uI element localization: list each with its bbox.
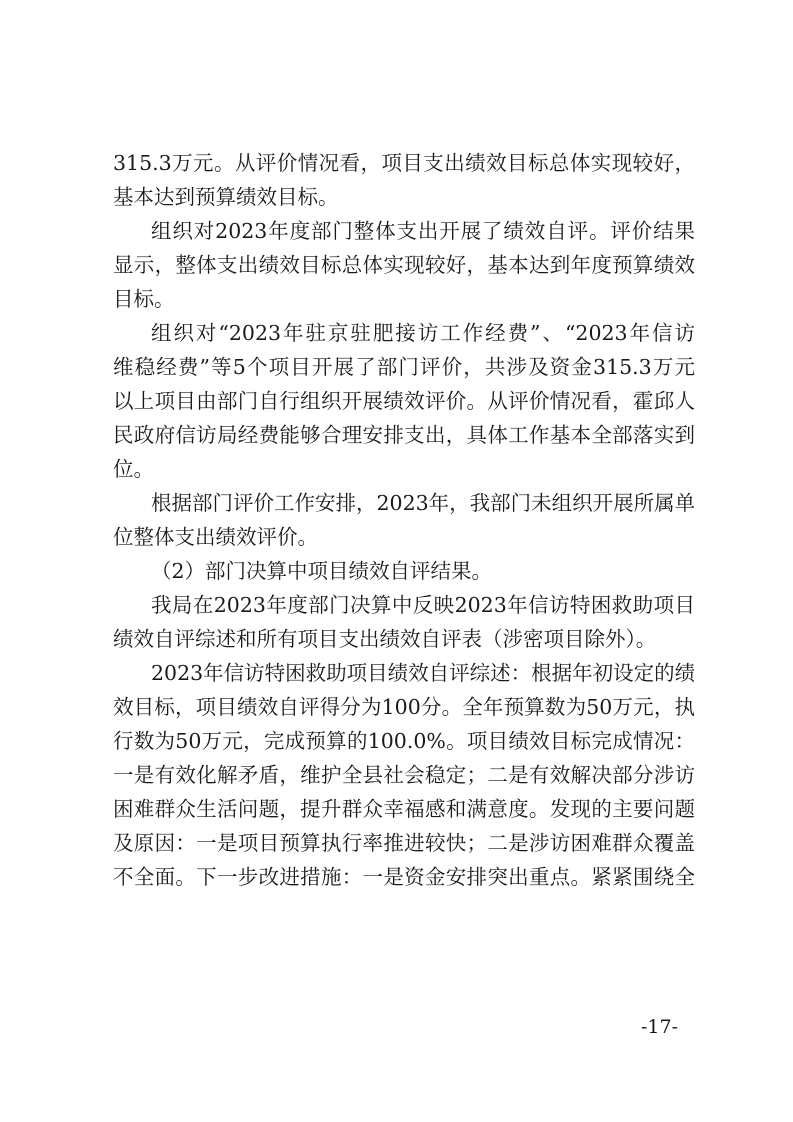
paragraph — [113, 316, 695, 486]
text-line: 效目标，项目绩效自评得分为100分。全年预算数为50万元，执 — [113, 695, 695, 719]
section-heading — [113, 554, 695, 588]
text-line: 位整体支出绩效评价。 — [113, 525, 318, 549]
paragraph — [113, 486, 695, 554]
paragraph — [113, 656, 695, 894]
text-line: 显示，整体支出绩效目标总体实现较好，基本达到年度预算绩效 — [113, 253, 695, 277]
text-line: 一是有效化解矛盾，维护全县社会稳定；二是有效解决部分涉访 — [113, 763, 695, 787]
text-line: 我局在2023年度部门决算中反映2023年信访特困救助项目 — [151, 593, 695, 617]
text-line: 困难群众生活问题，提升群众幸福感和满意度。发现的主要问题 — [113, 797, 695, 821]
text-line: 根据部门评价工作安排，2023年，我部门未组织开展所属单 — [151, 491, 696, 515]
text-line: 以上项目由部门自行组织开展绩效评价。从评价情况看，霍邱人 — [113, 389, 695, 413]
text-line: 行数为50万元，完成预算的100.0%。项目绩效目标完成情况： — [113, 729, 695, 753]
text-line: 位。 — [113, 457, 154, 481]
text-line: 目标。 — [113, 287, 175, 311]
text-line: 维稳经费”等5个项目开展了部门评价，共涉及资金315.3万元 — [113, 355, 695, 379]
text-line: 2023年信访特困救助项目绩效自评综述：根据年初设定的绩 — [151, 661, 696, 685]
document-body — [113, 146, 695, 894]
paragraph — [113, 146, 695, 214]
text-line: 基本达到预算绩效目标。 — [113, 185, 339, 209]
page-number: -17- — [641, 1016, 679, 1038]
text-line: （2）部门决算中项目绩效自评结果。 — [151, 559, 493, 583]
text-line: 315.3万元。从评价情况看，项目支出绩效目标总体实现较好， — [113, 151, 695, 175]
text-line: 不全面。下一步改进措施：一是资金安排突出重点。紧紧围绕全 — [113, 865, 695, 889]
text-line: 组织对2023年度部门整体支出开展了绩效自评。评价结果 — [151, 219, 695, 243]
text-line: 组织对“2023年驻京驻肥接访工作经费”、“2023年信访 — [151, 321, 695, 345]
text-line: 及原因：一是项目预算执行率推进较快；二是涉访困难群众覆盖 — [113, 831, 695, 855]
text-line: 民政府信访局经费能够合理安排支出，具体工作基本全部落实到 — [113, 423, 695, 447]
paragraph — [113, 588, 695, 656]
text-line: 绩效自评综述和所有项目支出绩效自评表（涉密项目除外）。 — [113, 627, 657, 651]
paragraph — [113, 214, 695, 316]
